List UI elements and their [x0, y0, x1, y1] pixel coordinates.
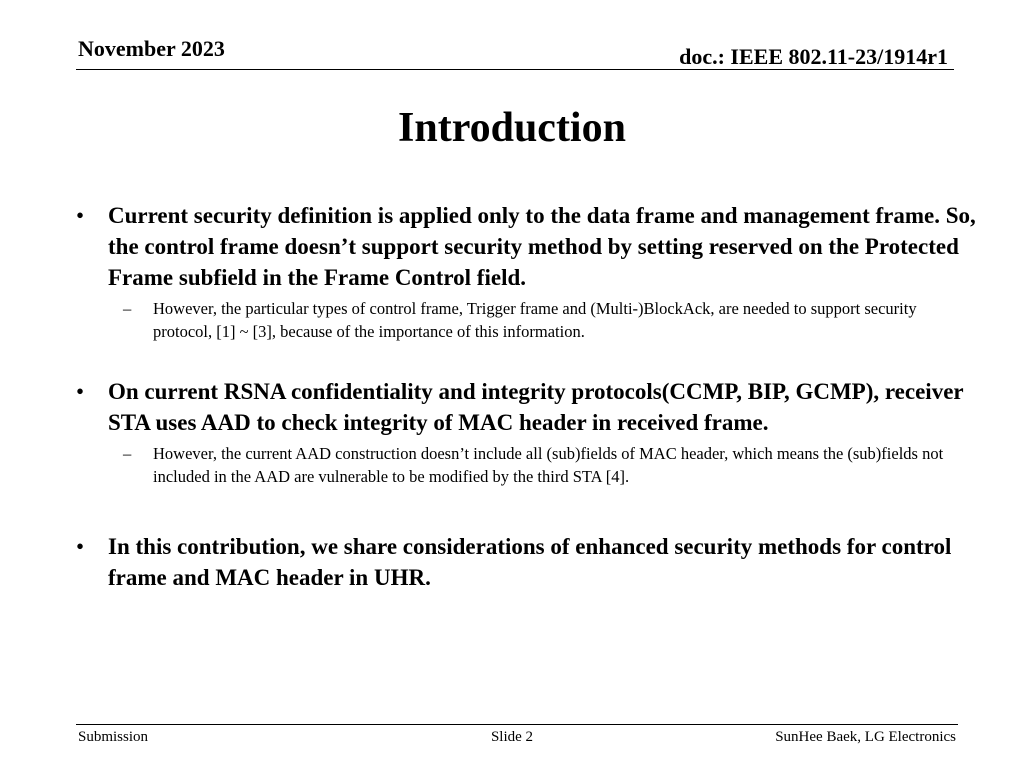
bullet-3	[76, 531, 976, 593]
bullet-2-sub	[76, 442, 976, 488]
bullet-1-text: Current security definition is applied only to the data frame and management frame. So, the control frame doesn’t support security method by setting reserved on the Protected Frame subfield in the Frame Control field.	[108, 203, 976, 290]
bullet-2-sub-mark: –	[123, 444, 132, 463]
footer-slide-number: Slide 2	[490, 729, 534, 745]
footer-author: SunHee Baek, LG Electronics	[775, 729, 956, 745]
bullet-1	[76, 200, 976, 293]
bullet-1-sub	[76, 297, 976, 343]
header-divider	[76, 69, 954, 70]
bullet-2-mark: •	[76, 379, 85, 404]
footer-divider	[76, 724, 958, 725]
header-doc-id: doc.: IEEE 802.11-23/1914r1	[679, 44, 948, 69]
bullet-1-sub-text: However, the particular types of control frame, Trigger frame and (Multi-)BlockAck, are needed to support security protocol, [1] ~ [3], because of the importance of this information.	[153, 299, 917, 341]
bullet-3-text: In this contribution, we share considerations of enhanced security methods for control frame and MAC header in UHR.	[108, 534, 952, 590]
bullet-1-mark: •	[76, 203, 85, 228]
header-date: November 2023	[78, 36, 225, 61]
bullet-2-sub-text: However, the current AAD construction doesn’t include all (sub)fields of MAC header, which means the (sub)fields not included in the AAD are vulnerable to be modified by the third STA [4].	[153, 444, 944, 486]
footer-submission: Submission	[78, 729, 149, 745]
bullet-2-text: On current RSNA confidentiality and integrity protocols(CCMP, BIP, GCMP), receiver STA uses AAD to check integrity of MAC header in received frame.	[108, 379, 964, 435]
slide-content	[76, 200, 976, 593]
bullet-2	[76, 376, 976, 438]
bullet-1-sub-mark: –	[123, 299, 132, 318]
slide-title: Introduction	[398, 105, 626, 151]
bullet-3-mark: •	[76, 534, 85, 559]
